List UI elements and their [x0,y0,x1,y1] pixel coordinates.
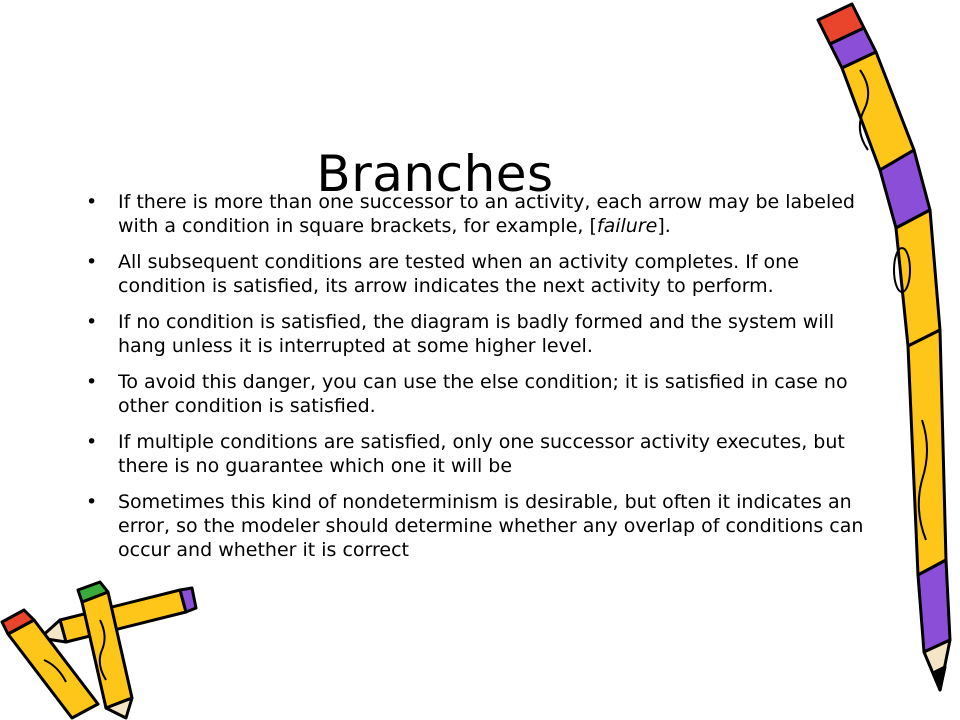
bullet-text: All subsequent conditions are tested when an activity completes. If one condition is satisfied, its arrow indicates the next activity to perform. [118,251,799,297]
bullet-marker: • [86,251,98,273]
bullet-marker: • [86,431,98,453]
bullet-list [80,190,880,574]
bullet-text: If multiple conditions are satisfied, only one successor activity executes, but there is no guarantee which one it will be [118,431,845,477]
bullet-item [80,250,880,298]
bullet-item [80,490,880,562]
bullet-text: To avoid this danger, you can use the else condition; it is satisfied in case no other condition is satisfied. [118,371,848,417]
slide-title: Branches [316,144,554,203]
bullet-item [80,370,880,418]
bullet-text: ]. [657,215,671,237]
bullet-item [80,430,880,478]
bullet-item [80,310,880,358]
bullet-item [80,190,880,238]
pencils-icon [0,580,200,720]
bullet-marker: • [86,191,98,213]
bullet-text: If no condition is satisfied, the diagram is badly formed and the system will hang unless it is interrupted at some higher level. [118,311,835,357]
bullet-marker: • [86,311,98,333]
bullet-marker: • [86,491,98,513]
bullet-marker: • [86,371,98,393]
bullet-emphasis: failure [596,215,658,237]
bullet-text: If there is more than one successor to an activity, each arrow may be labeled with a condition in square brackets, for example, [ [118,191,855,237]
bullet-text: Sometimes this kind of nondeterminism is desirable, but often it indicates an error, so the modeler should determine whether any overlap of conditions can occur and whether it is correct [118,491,864,561]
